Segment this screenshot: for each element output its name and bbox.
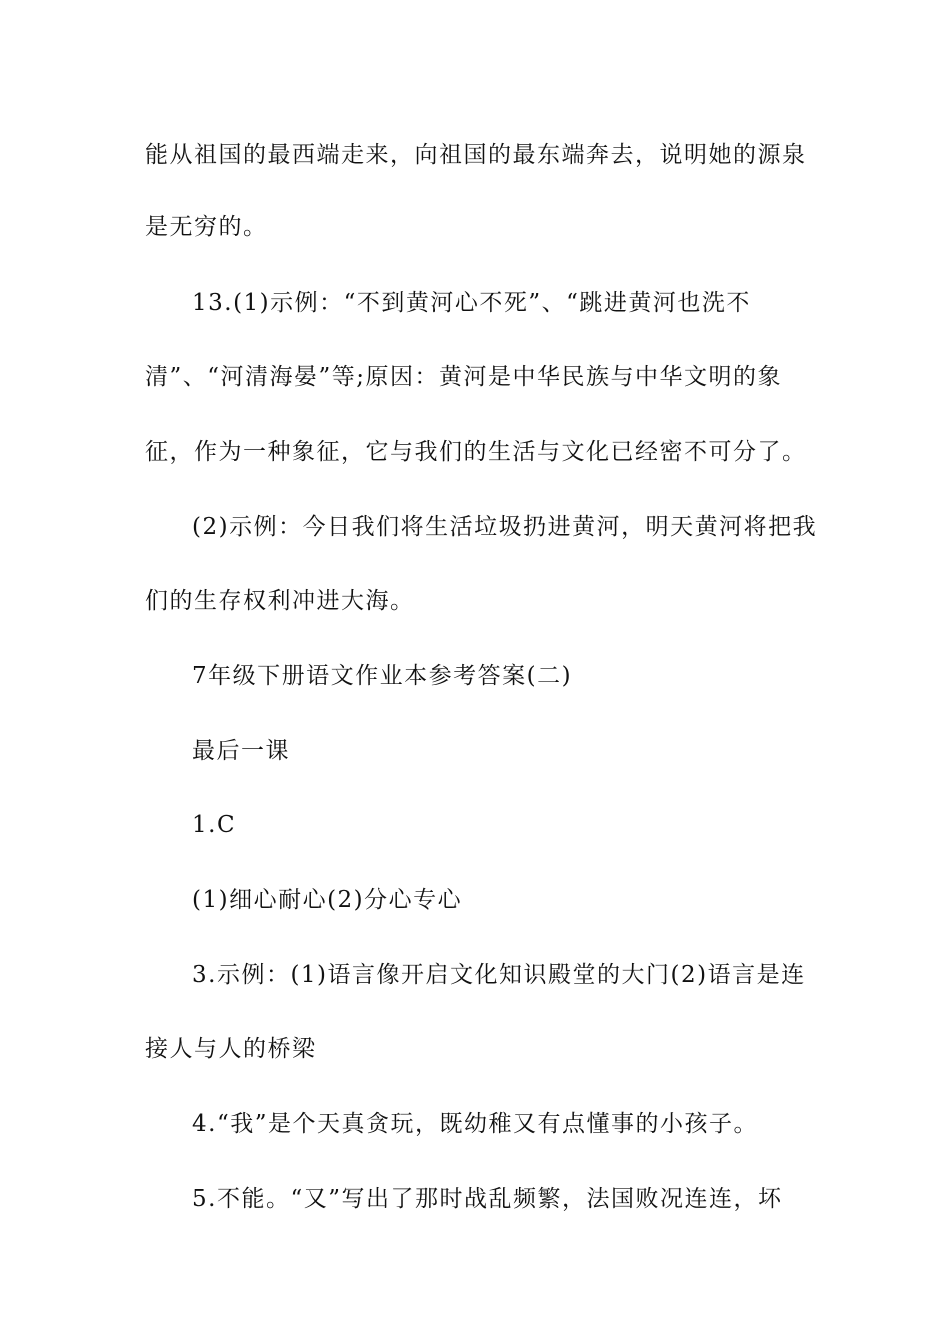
answer-item: 5.不能。“又”写出了那时战乱频繁，法国败况连连，坏	[192, 1186, 783, 1212]
paragraph-line: 13.(1)示例：“不到黄河心不死”、“跳进黄河也洗不	[192, 290, 751, 316]
paragraph-line: 征，作为一种象征，它与我们的生活与文化已经密不可分了。	[145, 439, 807, 465]
answer-item: 3.示例：(1)语言像开启文化知识殿堂的大门(2)语言是连	[192, 962, 806, 988]
paragraph-line: 清”、“河清海晏”等;原因：黄河是中华民族与中华文明的象	[145, 364, 783, 390]
section-heading: 7年级下册语文作业本参考答案(二)	[192, 663, 573, 689]
paragraph-line: 们的生存权利冲进大海。	[145, 588, 415, 614]
paragraph-line: 能从祖国的最西端走来，向祖国的最东端奔去，说明她的源泉	[145, 142, 807, 168]
paragraph-line: 接人与人的桥梁	[145, 1036, 317, 1062]
answer-item: (1)细心耐心(2)分心专心	[192, 887, 463, 913]
lesson-title: 最后一课	[192, 738, 290, 764]
paragraph-line: 是无穷的。	[145, 214, 268, 240]
answer-item: 1.C	[192, 812, 237, 838]
paragraph-line: (2)示例：今日我们将生活垃圾扔进黄河，明天黄河将把我	[192, 514, 818, 540]
answer-item: 4.“我”是个天真贪玩，既幼稚又有点懂事的小孩子。	[192, 1111, 758, 1137]
